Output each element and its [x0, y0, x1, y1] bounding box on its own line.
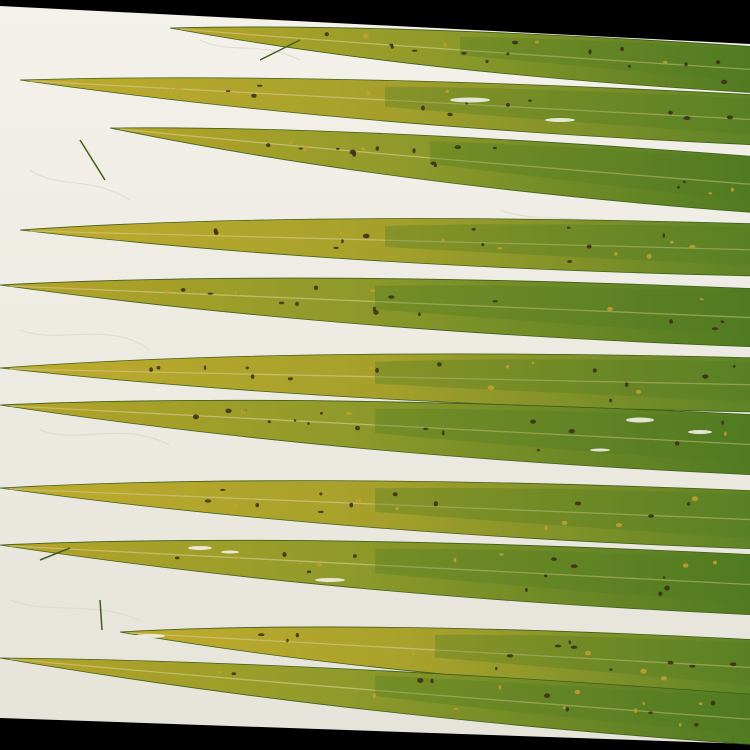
leaf-spot — [268, 420, 271, 423]
leaf-spot — [694, 723, 698, 727]
leaf-spot — [700, 298, 704, 300]
leaf-spot — [499, 553, 504, 555]
leaf-spot — [721, 320, 724, 323]
leaf-spot — [713, 561, 717, 565]
leaf-spot — [636, 390, 641, 394]
leaf-spot — [571, 646, 578, 649]
leaf-spot — [367, 91, 371, 96]
leaf-spot — [528, 100, 532, 102]
leaf-spot — [350, 150, 356, 155]
leaf-tear — [221, 551, 239, 554]
leaf-spot — [493, 300, 498, 302]
leaf-spot — [498, 247, 503, 249]
leaf-spot — [299, 563, 302, 565]
leaf-spot — [607, 307, 612, 311]
leaf-spot — [373, 693, 377, 698]
leaf-spot — [593, 368, 597, 372]
leaf-spot — [616, 523, 622, 527]
leaf-spot — [454, 558, 457, 563]
leaf-spot — [421, 106, 425, 111]
leaf-spot — [442, 430, 445, 435]
leaf-spot — [648, 712, 653, 715]
leaf-spot — [235, 555, 240, 559]
leaf-spot — [320, 412, 323, 415]
leaf-spot — [585, 651, 591, 655]
leaf-spot — [569, 640, 571, 644]
leaf-spot — [677, 186, 680, 189]
leaf-spot — [708, 192, 712, 194]
leaf-spot — [727, 116, 733, 120]
leaf-spot — [235, 291, 238, 294]
leaf-spot — [620, 47, 624, 51]
leaf-spot — [353, 554, 357, 558]
leaf-spot — [687, 502, 690, 506]
leaf-spot — [683, 563, 689, 567]
leaf-spot — [625, 382, 629, 387]
leaf-spot — [288, 377, 293, 380]
leaf-spot — [205, 499, 211, 502]
leaf-spot — [412, 50, 417, 52]
leaf-spot — [699, 702, 703, 705]
leaf-spot — [446, 90, 450, 94]
leaf-spot — [295, 100, 298, 102]
leaf-spot — [575, 502, 581, 506]
leaf-spot — [675, 441, 680, 445]
leaf-spot — [232, 672, 237, 675]
leaf-spot — [664, 586, 670, 591]
leaf-spot — [302, 146, 307, 151]
leaf-spot — [388, 295, 394, 298]
leaf-spot — [567, 260, 572, 263]
leaf-spot — [314, 286, 318, 290]
leaf-spot — [251, 94, 256, 98]
leaf-spot — [286, 639, 288, 643]
leaf-spot — [234, 95, 240, 98]
leaf-spot — [362, 33, 369, 38]
leaf-spot — [461, 52, 467, 55]
leaf-spot — [563, 706, 566, 709]
leaf-spot — [412, 651, 414, 656]
leaf-spot — [730, 662, 737, 666]
leaf-spot — [670, 241, 673, 244]
leaf-spot — [246, 367, 249, 370]
leaf-spot — [356, 499, 361, 504]
leaf-spot — [218, 671, 222, 673]
leaf-spot — [544, 526, 547, 530]
leaf-spot — [317, 563, 322, 567]
leaf-spot — [648, 514, 654, 517]
leaf-spot — [325, 32, 329, 36]
leaf-spot — [282, 552, 286, 557]
leaf-spot — [512, 41, 518, 45]
leaf-spot — [447, 113, 452, 116]
leaf-spot — [712, 327, 718, 330]
leaf-spot — [567, 227, 570, 229]
leaf-spot — [551, 557, 557, 561]
leaf-spot — [181, 288, 186, 292]
leaf-spot — [488, 385, 495, 390]
leaf-spot — [669, 319, 673, 323]
leaf-spot — [544, 693, 550, 698]
leaf-spot — [628, 65, 631, 68]
leaf-spot — [157, 366, 161, 370]
leaf-spot — [234, 504, 237, 509]
leaf-spot — [369, 367, 373, 370]
leaf-spot — [361, 147, 366, 150]
leaf-spot — [257, 85, 262, 87]
leaf-spot — [721, 421, 724, 425]
leaf-spot — [571, 564, 578, 568]
leaf-tear — [135, 634, 165, 638]
leaf-spot — [241, 409, 247, 413]
leaf-spot — [294, 419, 297, 421]
leaf-spot — [692, 496, 698, 501]
leaf-spot — [544, 574, 547, 577]
leaf-spot — [363, 234, 370, 239]
leaf-spot — [679, 723, 682, 726]
leaf-spot — [175, 557, 180, 560]
leaf-spot — [423, 428, 428, 430]
leaf-spot — [643, 702, 645, 705]
leaf-spot — [535, 40, 539, 43]
leaf-spot — [721, 80, 727, 84]
leaf-spot — [506, 103, 510, 107]
leaf-tear — [626, 418, 654, 423]
leaf-spot — [434, 501, 438, 506]
leaf-spot — [340, 232, 345, 236]
leaf-spot — [212, 84, 215, 87]
leaf-spot — [668, 111, 673, 115]
leaf-spot — [204, 366, 206, 370]
leaf-spot — [481, 243, 484, 246]
leaf-spot — [668, 661, 674, 665]
leaf-spot — [566, 707, 569, 711]
leaf-spot — [634, 708, 637, 713]
leaf-spot — [334, 247, 339, 249]
leaf-spot — [609, 399, 612, 403]
leaf-spot — [437, 362, 442, 366]
leaf-spot — [684, 62, 687, 66]
leaf-spot — [355, 426, 360, 430]
leaf-spot — [226, 90, 230, 92]
leaf-spot — [208, 293, 214, 295]
leaf-spot — [258, 633, 265, 636]
leaf-spot — [336, 148, 340, 150]
leaf-spot — [193, 414, 199, 419]
leaf-spot — [149, 367, 153, 372]
leaf-spot — [724, 432, 727, 437]
leaf-tear — [545, 118, 575, 122]
leaf-spot — [587, 245, 592, 249]
leaf-spot — [575, 690, 581, 694]
leaf-spot — [296, 633, 299, 637]
leaf-spot — [702, 375, 708, 379]
leaf-spot — [376, 146, 379, 150]
leaf-spot — [373, 307, 376, 312]
leaf-spot — [214, 231, 218, 235]
leaf-tear — [315, 578, 345, 582]
leaf-spot — [455, 145, 462, 149]
leaf-spot — [495, 667, 497, 670]
leaf-spot — [307, 422, 309, 425]
leaf-spot — [375, 368, 379, 373]
leaf-spot — [295, 302, 299, 306]
leaf-spot — [431, 679, 434, 684]
leaf-spot — [499, 685, 502, 690]
leaf-spot — [346, 412, 351, 415]
leaf-spot — [279, 302, 284, 305]
leaf-spot — [485, 60, 488, 63]
leaf-spot — [412, 148, 415, 153]
leaf-spot — [684, 116, 691, 120]
leaf-spot — [530, 420, 536, 424]
leaf-spot — [588, 49, 591, 54]
leaf-spot — [640, 669, 646, 674]
leaf-spot — [341, 239, 344, 243]
leaf-tear — [688, 430, 712, 434]
leaf-spot — [663, 576, 666, 578]
leaf-spot — [689, 665, 695, 668]
leaf-tear — [590, 449, 610, 452]
leaf-spot — [307, 571, 311, 574]
leaf-spot — [733, 365, 736, 368]
leaf-spot — [716, 60, 720, 64]
leaf-spot — [661, 676, 667, 680]
leaf-spot — [266, 143, 270, 147]
leaf-spot — [417, 678, 423, 683]
leaf-spot — [689, 245, 695, 248]
leaf-spot — [569, 429, 575, 433]
leaf-spot — [225, 409, 231, 414]
leaf-spot — [731, 188, 734, 192]
leaf-spot — [220, 489, 226, 491]
leaf-spot — [389, 44, 393, 46]
leaf-spot — [663, 61, 667, 64]
leaf-spot — [255, 503, 259, 507]
leaf-spot — [349, 503, 353, 508]
leaf-spot — [614, 252, 618, 256]
leaf-spot — [434, 164, 437, 167]
leaf-spot — [658, 592, 662, 597]
leaf-spot — [289, 141, 292, 144]
leaf-spot — [393, 492, 398, 496]
leaf-spot — [506, 53, 509, 56]
leaf-spot — [663, 233, 665, 238]
leaf-spot — [562, 521, 568, 525]
leaf-tear — [450, 98, 490, 103]
leaf-tear — [188, 546, 212, 550]
leaf-spot — [555, 645, 562, 648]
leaf-spot — [472, 228, 476, 231]
leaf-spot — [506, 365, 510, 369]
leaf-spot — [251, 374, 255, 379]
leaf-spot — [165, 290, 169, 294]
leaf-spot — [313, 646, 317, 648]
leaf-spot — [507, 654, 513, 657]
leaf-spot — [711, 701, 716, 706]
leaf-spot — [319, 492, 322, 495]
leaf-spot — [647, 254, 652, 259]
leaf-spot — [175, 87, 181, 92]
leaf-spot — [493, 147, 497, 150]
leaf-spot — [444, 42, 447, 47]
leaf-spot — [525, 588, 528, 592]
leaf-spot — [442, 239, 444, 243]
leaf-spot — [418, 312, 421, 316]
leaf-tear — [153, 389, 167, 392]
leaf-spot — [537, 449, 540, 452]
leaf-spot — [280, 636, 283, 640]
leaf-spot — [318, 511, 324, 513]
leaf-spot — [454, 708, 458, 710]
leaf-spot — [609, 668, 612, 670]
leaf-spot — [370, 289, 375, 292]
leaf-spot — [395, 507, 399, 510]
leaf-spot — [683, 181, 686, 184]
leaf-spot — [532, 362, 534, 365]
leaf-spot — [168, 85, 173, 88]
